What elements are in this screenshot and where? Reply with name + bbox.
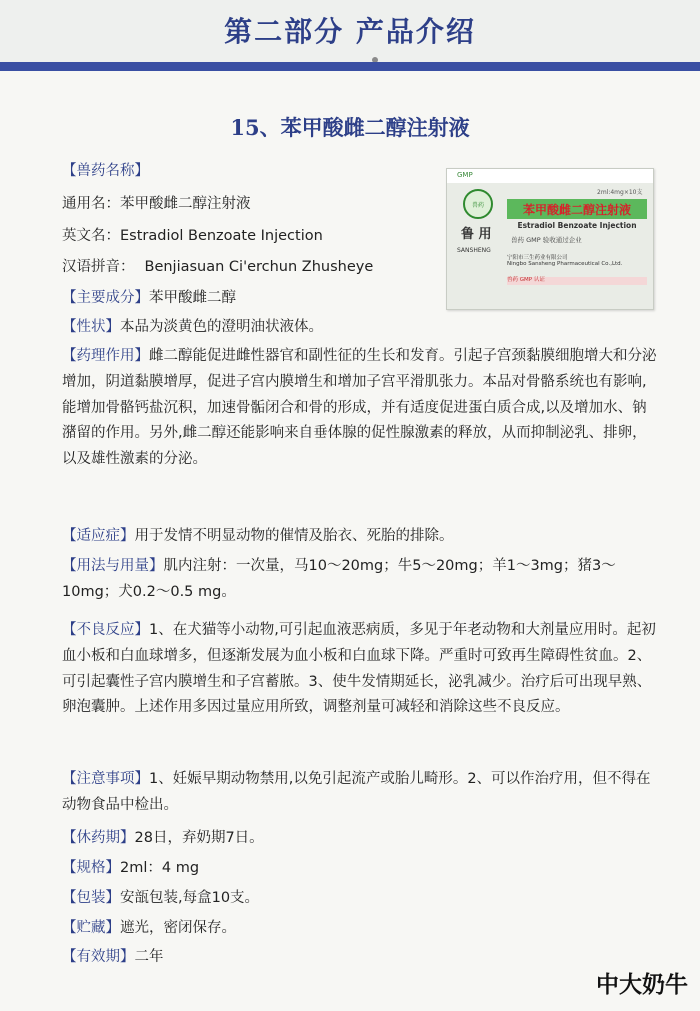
product-left-panel (457, 189, 497, 269)
footer-watermark: 中大奶牛 (596, 972, 688, 998)
english-name-row (62, 227, 323, 245)
product-company-en: SANSHENG (457, 247, 491, 254)
names-heading (62, 162, 149, 180)
storage-label: 【贮藏】 (62, 920, 120, 936)
generic-value: 苯甲酸雌二醇注射液 (120, 196, 251, 212)
pinyin-row (62, 258, 373, 276)
withdrawal-label: 【休药期】 (62, 830, 135, 846)
pharmacology-paragraph (62, 344, 660, 473)
english-value: Estradiol Benzoate Injection (120, 228, 323, 244)
adverse-paragraph (62, 618, 660, 721)
pinyin-label: 汉语拼音： (62, 259, 135, 275)
pinyin-value: Benjiasuan Ci'erchun Zhusheye (144, 259, 374, 275)
product-top-stripe (447, 169, 653, 183)
product-lu-label: 鲁 用 (461, 227, 492, 242)
spec-row (62, 859, 199, 877)
precautions-value: 1、妊娠早期动物禁用,以免引起流产或胎儿畸形。2、可以作治疗用，但不得在动物食品中检出。 (62, 771, 651, 813)
ingredient-value: 苯甲酸雌二醇 (149, 290, 236, 306)
property-row (62, 318, 323, 336)
dosage-label: 【用法与用量】 (62, 558, 164, 574)
property-value: 本品为淡黄色的澄明油状液体。 (120, 319, 323, 335)
validity-row (62, 948, 164, 966)
product-manufacturer-en: Ningbo Sansheng Pharmaceutical Co.,Ltd. (507, 261, 623, 267)
package-value: 安瓿包装,每盒10支。 (120, 890, 260, 906)
english-label: 英文名： (62, 228, 120, 244)
header-bar (0, 62, 700, 71)
package-row (62, 889, 259, 907)
product-manufacturer-cn: 宁阳市三生药业有限公司 (507, 255, 568, 261)
indication-label: 【适应症】 (62, 528, 135, 544)
validity-value: 二年 (134, 949, 164, 965)
product-brand-small: GMP (457, 171, 473, 179)
product-box-image (446, 168, 654, 310)
adverse-label: 【不良反应】 (62, 622, 149, 638)
ingredient-label: 【主要成分】 (62, 290, 149, 306)
precautions-label: 【注意事项】 (62, 771, 149, 787)
precautions-paragraph (62, 767, 660, 819)
storage-row (62, 919, 236, 937)
indication-value: 用于发情不明显动物的催情及胎衣、死胎的排除。 (134, 528, 454, 544)
product-spec: 2ml:4mg×10支 (597, 189, 643, 196)
product-bottom-line: 兽药 GMP 认证 (507, 277, 545, 283)
product-name-cn: 苯甲酸雌二醇注射液 (522, 202, 631, 217)
generic-name-row (62, 195, 251, 213)
withdrawal-row (62, 829, 264, 847)
spec-label: 【规格】 (62, 860, 120, 876)
vet-emblem-icon: 兽药 (463, 189, 493, 219)
section-title: 第二部分 产品介绍 (224, 15, 476, 48)
product-name-en: Estradiol Benzoate Injection (517, 221, 637, 230)
page-header (0, 0, 700, 62)
pharmacology-label: 【药理作用】 (62, 348, 149, 364)
generic-label: 通用名： (62, 196, 120, 212)
product-gmp-line: 兽药 GMP 验收通过企业 (511, 236, 582, 244)
validity-label: 【有效期】 (62, 949, 135, 965)
spec-value: 2ml：4 mg (120, 860, 200, 876)
names-label: 【兽药名称】 (62, 163, 149, 179)
property-label: 【性状】 (62, 319, 120, 335)
dosage-paragraph (62, 554, 660, 606)
indication-row (62, 527, 454, 545)
withdrawal-value: 28日，弃奶期7日。 (134, 830, 264, 846)
document-title: 15、苯甲酸雌二醇注射液 (230, 115, 470, 140)
package-label: 【包装】 (62, 890, 120, 906)
product-name-band (507, 199, 647, 219)
adverse-value: 1、在犬猫等小动物,可引起血液恶病质，多见于年老动物和大剂量应用时。起初血小板和白血球增多，但逐渐发展为血小板和白血球下降。严重时可致再生障碍性贫血。2、可引起囊性子宫内膜增生和子宫蓄脓。3、使牛发情期延长，泌乳减少。治疗后可出现早熟、卵泡囊肿。上述作用多因过量应用所致，调整剂量可减轻和消除这些不良反应。 (62, 622, 656, 716)
ingredient-row (62, 289, 236, 307)
dosage-value: 肌内注射：一次量，马10～20mg；牛5～20mg；羊1～3mg；猪3～10mg；犬0.2～0.5 mg。 (62, 558, 616, 600)
pharmacology-value: 雌二醇能促进雌性器官和副性征的生长和发育。引起子宫颈黏膜细胞增大和分泌增加，阴道黏膜增厚，促进子宫内膜增生和增加子宫平滑肌张力。本品对骨骼系统也有影响,能增加骨骼钙盐沉积，加速骨骺闭合和骨的形成，并有适度促进蛋白质合成,以及增加水、钠潴留的作用。另外,雌二醇还能影响来自垂体腺的促性腺激素的释放，从而抑制泌乳、排卵，以及雄性激素的分泌。 (62, 348, 657, 468)
storage-value: 遮光，密闭保存。 (120, 920, 236, 936)
